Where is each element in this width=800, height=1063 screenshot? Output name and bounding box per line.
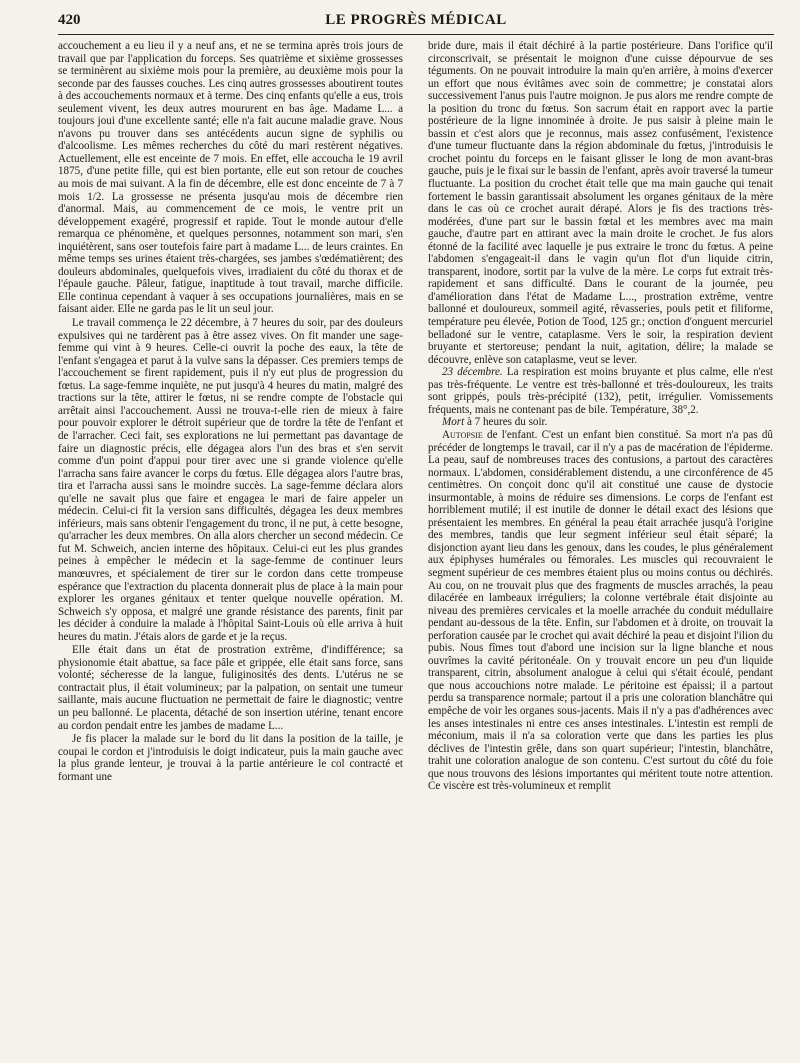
right-paragraph-1: bride dure, mais il était déchiré à la partie postérieure. Dans l'orifice qu'il circonscrivait, se présentait le moignon d'une cuisse dépourvue de ses téguments. On ne pouvait introduire la main qu'en arrière, à moins d'exercer un effort que nous évitâmes avec soin de commettre; je constatai alors successivement l'anus puis l'autre moignon. Je pus alors me rendre compte de la position du tronc du fœtus. Son sacrum était en rapport avec la partie postérieure de la ligne innominée à droite. Je pus saisir à pleine main le bassin et c'est alors que je reconnus, mais assez confusément, l'existence d'une tumeur fluctuante dans la région abdominale du fœtus, j'introduisis le crochet pointu du forceps en le faisant glisser le long de mon avant-bras gauche, puis je le fixai sur le bassin de l'enfant, après avoir traversé la tumeur fluctuante. La position du crochet était telle que ma main gauche qui tenait fortement le bassin garantissait absolument les organes génitaux de la mère dans le cas où ce crochet aurait dérapé. Alors je fis des tractions très-modérées, d'une part sur le bassin fœtal et les membres avec ma main gauche, d'autre part en attirant avec la main droite le crochet. Je fus alors étonné de la facilité avec laquelle je pus extraire le tronc du fœtus. A peine l'abdomen s'engageait-il dans le vagin qu'un flot d'un liquide citrin, transparent, inodore, sortit par la vulve de la mère. Le corps fut extrait très-rapidement et sans difficulté. Dans le courant de la journée, peu d'amélioration dans l'état de Madame L..., prostration extrême, ventre ballonné et douloureux, sommeil agité, rêvasseries, pouls petit et filiforme, température peu élevée, Potion de Tood, 125 gr.; onction d'onguent mercuriel belladoné sur le ventre, cataplasme. Vers le soir, la respiration devient bruyante et stertoreuse; pendant la nuit, agitation, délire; la malade se découvre, enlève son cataplasme, veut se lever. — [428, 40, 773, 366]
right-paragraph-2-text: La respiration est moins bruyante et plus calme, elle n'est pas très-fréquente. Le ventre est très-ballonné et très-douloureux, les traits sont grippés, pouls très-précipité (132), petit, irrégulier. Vomissements fréquents, mais ne contenant pas de bile. Température, 38°,2. — [428, 366, 773, 416]
autopsy-label: Autopsie — [442, 428, 483, 441]
right-paragraph-3 — [428, 416, 773, 429]
left-column — [58, 40, 403, 783]
left-paragraph-3: Elle était dans un état de prostration extrême, d'indifférence; sa physionomie était abattue, sa face pâle et grippée, elle était sans force, sans volonté; sécheresse de la langue, fuliginosités des dents. L'utérus ne se contractait plus, il était volumineux; par la palpation, on sentait une tumeur saillante, mais aucune fluctuation ne permettait de faire le diagnostic; ventre un peu ballonné. Le placenta, détaché de son insertion utérine, tenant encore au cordon pendait entre les jambes de madame L... — [58, 644, 403, 732]
right-paragraph-4-text: de l'enfant. C'est un enfant bien constitué. Sa mort n'a pas dû précéder de longtemps le travail, car il n'y a pas de macération de l'épiderme. La peau, sauf de nombreuses traces des contusions, a partout des caractères normaux. L'abdomen, considérablement distendu, a une circonférence de 45 centimètres. On conçoit donc qu'il ait constitué une cause de dystocie insurmontable, à moins de réduire ses dimensions. Le corps de l'enfant est horriblement mutilé; il est inutile de donner le détail exact des lésions que présentaient les membres. En général la peau était arrachée jusqu'à l'origine des membres, tandis que leur segment inférieur seul était séparé; la disjonction ayant lieu dans les genoux, dans les coudes, le plus généralement aux épiphyses humérales ou fémorales. Les muscles qui recouvraient le segment supérieur de ces membres étaient plus ou moins contus ou déchirés. Au cou, on ne trouvait plus que des fragments de muscles arrachés, la peau dilacérée en lambeaux irréguliers; la colonne vertébrale était disjointe au niveau des premières cervicales et la moelle arrachée du conduit médullaire pendant au-dessous de la tête. Enfin, sur l'abdomen et à droite, on trouvait la perforation causée par le crochet qui avait déchiré la peau et disjoint l'ilion du pubis. Nous fîmes tout d'abord une incision sur la ligne blanche et nous ouvrîmes la cavité péritonéale. On y trouvait encore un peu d'un liquide transparent, citrin, absolument analogue à celui qui s'était écoulé, pendant que nous accouchions notre malade. Le péritoine est épaissi; il a partout perdu sa transparence normale; partout il a pris une coloration blanchâtre qui empêche de voir les organes sous-jacents. Mais il n'y a pas d'adhérences avec les anses intestinales ni entre ces anses intestinales. L'intestin est rempli de méconium, mais il n'a sa coloration verte que dans les parties les plus déclives de l'intestin grêle, dans son quart supérieur; l'intestin, blanchâtre, trahit une coloration analogue de son contenu. C'est surtout du côté du foie que nous trouvons des lésions importantes qui méritent toute notre attention. Ce viscère est très-volumineux et remplit — [428, 428, 773, 793]
journal-title: LE PROGRÈS MÉDICAL — [325, 12, 507, 28]
left-paragraph-1: accouchement a eu lieu il y a neuf ans, et ne se termina après trois jours de travail que par l'application du forceps. Ses quatrième et sixième grossesses se terminèrent au sixième mois pour la première, au deuxième mois pour la seconde par des fausses couches. Les cinq autres grossesses aboutirent toutes à des accouchements normaux et à terme. Des cinq enfants qu'elle a eus, trois seulement vivent, les deux autres moururent en bas âge. Madame L... a toujours joui d'une excellente santé; elle n'a fait aucune maladie grave. Nous n'avons pu trouver dans ses antécédents aucun signe de syphilis ou d'alcoolisme. Les mêmes recherches du côté du mari restèrent négatives. Actuellement, elle est enceinte de 7 mois. En effet, elle accoucha le 19 avril 1875, d'une petite fille, qui est bien portante, elle eut son retour de couches au mois de mai suivant. A la fin de décembre, elle est donc enceinte de 7 à 7 mois 1/2. La grossesse ne présenta jusqu'au mois de décembre rien d'anormal. Mais, au commencement de ce mois, le ventre prit un développement exagéré, progressif et rapide. Tout le monde autour d'elle remarqua ce phénomène, et quelques personnes, notamment son mari, s'en inquiétèrent, sans oser toutefois faire part à madame L... de leurs craintes. En même temps ses urines étaient très-chargées, ses jambes s'œdématièrent; des douleurs abdominales, quelquefois vives, irradiaient du côté du thorax et de l'épaule gauche. Pâleur, fatigue, inaptitude à tout travail, marche difficile. Elle continua cependant à vaquer à ses occupations journalières, mais en se faisant aider. Elle ne garda pas le lit un seul jour. — [58, 40, 403, 316]
right-paragraph-2 — [428, 366, 773, 416]
left-paragraph-2: Le travail commença le 22 décembre, à 7 heures du soir, par des douleurs expulsives qui ne tardèrent pas à être assez vives. On fit mander une sage-femme qui vint à 9 heures. Celle-ci ouvrit la poche des eaux, la tête de l'enfant s'engagea et parut à la vulve sans la dépasser. Ces premiers temps de l'accouchement se firent rapidement, puis il n'y eut plus de progression du fœtus. La sage-femme inquiète, ne put jusqu'à 4 heures du matin, malgré des tractions sur la tête, attirer le fœtus, ni se rendre compte de l'obstacle qui arrêtait ainsi l'accouchement. Aussi ne trouva-t-elle rien de mieux à faire pour pouvoir explorer le détroit supérieur que de tordre la tête de l'enfant et de l'arracher. Ceci fait, ses explorations ne lui permettant pas davantage de faire un diagnostic précis, elle dégagea alors l'un des bras et s'en servit comme d'un point d'appui pour tirer avec une si grande violence qu'elle l'arracha sans faire avancer le corps du fœtus. Elle dégagea alors l'autre bras, tira et l'arracha aussi sans le moindre succès. La sage-femme déclara alors qu'elle ne savait plus que faire et engagea le mari de faire appeler un médecin. Celui-ci fit la version sans difficultés, dégagea les deux membres inférieurs, mais sans obtenir l'engagement du tronc, il ne put, à cette besogne, qu'arracher les deux membres. On alla alors chercher un second médecin. Ce fut M. Schweich, ancien interne des hôpitaux. Celui-ci eut les plus grandes peines à empêcher le médecin et la sage-femme de continuer leurs manœuvres, et spécialement de tirer sur le cordon dans cette trompeuse espérance que l'extraction du placenta donnerait plus de place à la main pour explorer les organes génitaux et tenter quelque nouvelle opération. M. Schweich s'y opposa, et malgré une grande résistance des parents, finit par les décider à conduire la malade à l'hôpital Saint-Louis où elle arriva à huit heures du matin. J'étais alors de garde et je la reçus. — [58, 317, 403, 643]
date-label: 23 décembre. — [442, 366, 503, 379]
right-column — [428, 40, 773, 793]
page-number: 420 — [58, 12, 81, 28]
right-paragraph-3-text: à 7 heures du soir. — [466, 416, 548, 429]
right-paragraph-4 — [428, 429, 773, 793]
death-label: Mort — [442, 416, 465, 429]
header-rule — [58, 34, 774, 35]
left-paragraph-4: Je fis placer la malade sur le bord du lit dans la position de la taille, je coupai le cordon et j'introduisis le doigt indicateur, puis la main gauche avec la plus grande lenteur, je trouvai à la partie antérieure le col contracté et formant une — [58, 733, 403, 783]
